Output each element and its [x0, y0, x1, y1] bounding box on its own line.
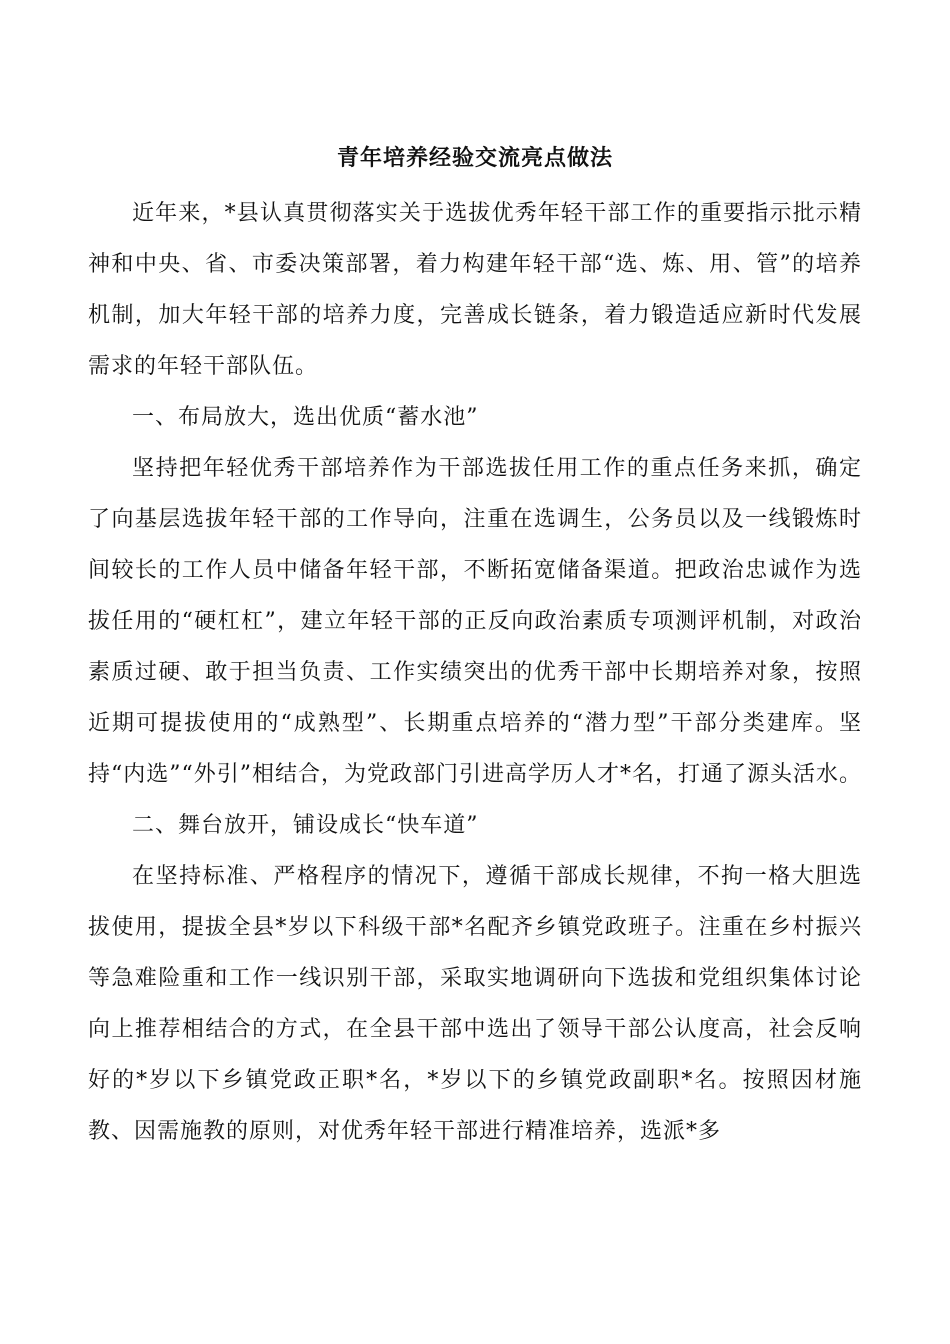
document-title: 青年培养经验交流亮点做法	[336, 145, 613, 171]
section-heading-1: 一、布局放大，选出优质“蓄水池”	[132, 405, 479, 430]
section-heading-2: 二、舞台放开，铺设成长“快车道”	[132, 813, 479, 838]
paragraph-section-1: 坚持把年轻优秀干部培养作为干部选拔任用工作的重点任务来抓，确定了向基层选拔年轻干部的工作导向，注重在选调生，公务员以及一线锻炼时间较长的工作人员中储备年轻干部，不断拓宽储备渠道。把政治忠诚作为选拔任用的“硬杠杠”，建立年轻干部的正反向政治素质专项测评机制，对政治素质过硬、敢于担当负责、工作实绩突出的优秀干部中长期培养对象，按照近期可提拔使用的“成熟型”、长期重点培养的“潜力型”干部分类建库。坚持“内选”“外引”相结合，为党政部门引进高学历人才*名，打通了源头活水。	[88, 456, 862, 787]
document-body	[88, 188, 862, 1157]
paragraph-intro: 近年来，*县认真贯彻落实关于选拔优秀年轻干部工作的重要指示批示精神和中央、省、市委决策部署，着力构建年轻干部“选、炼、用、管”的培养机制，加大年轻干部的培养力度，完善成长链条，着力锻造适应新时代发展需求的年轻干部队伍。	[88, 201, 862, 379]
paragraph-section-2: 在坚持标准、严格程序的情况下，遵循干部成长规律，不拘一格大胆选拔使用，提拔全县*岁以下科级干部*名配齐乡镇党政班子。注重在乡村振兴等急难险重和工作一线识别干部，采取实地调研向下选拔和党组织集体讨论向上推荐相结合的方式，在全县干部中选出了领导干部公认度高，社会反响好的*岁以下乡镇党政正职*名，*岁以下的乡镇党政副职*名。按照因材施教、因需施教的原则，对优秀年轻干部进行精准培养，选派*多	[88, 864, 862, 1144]
